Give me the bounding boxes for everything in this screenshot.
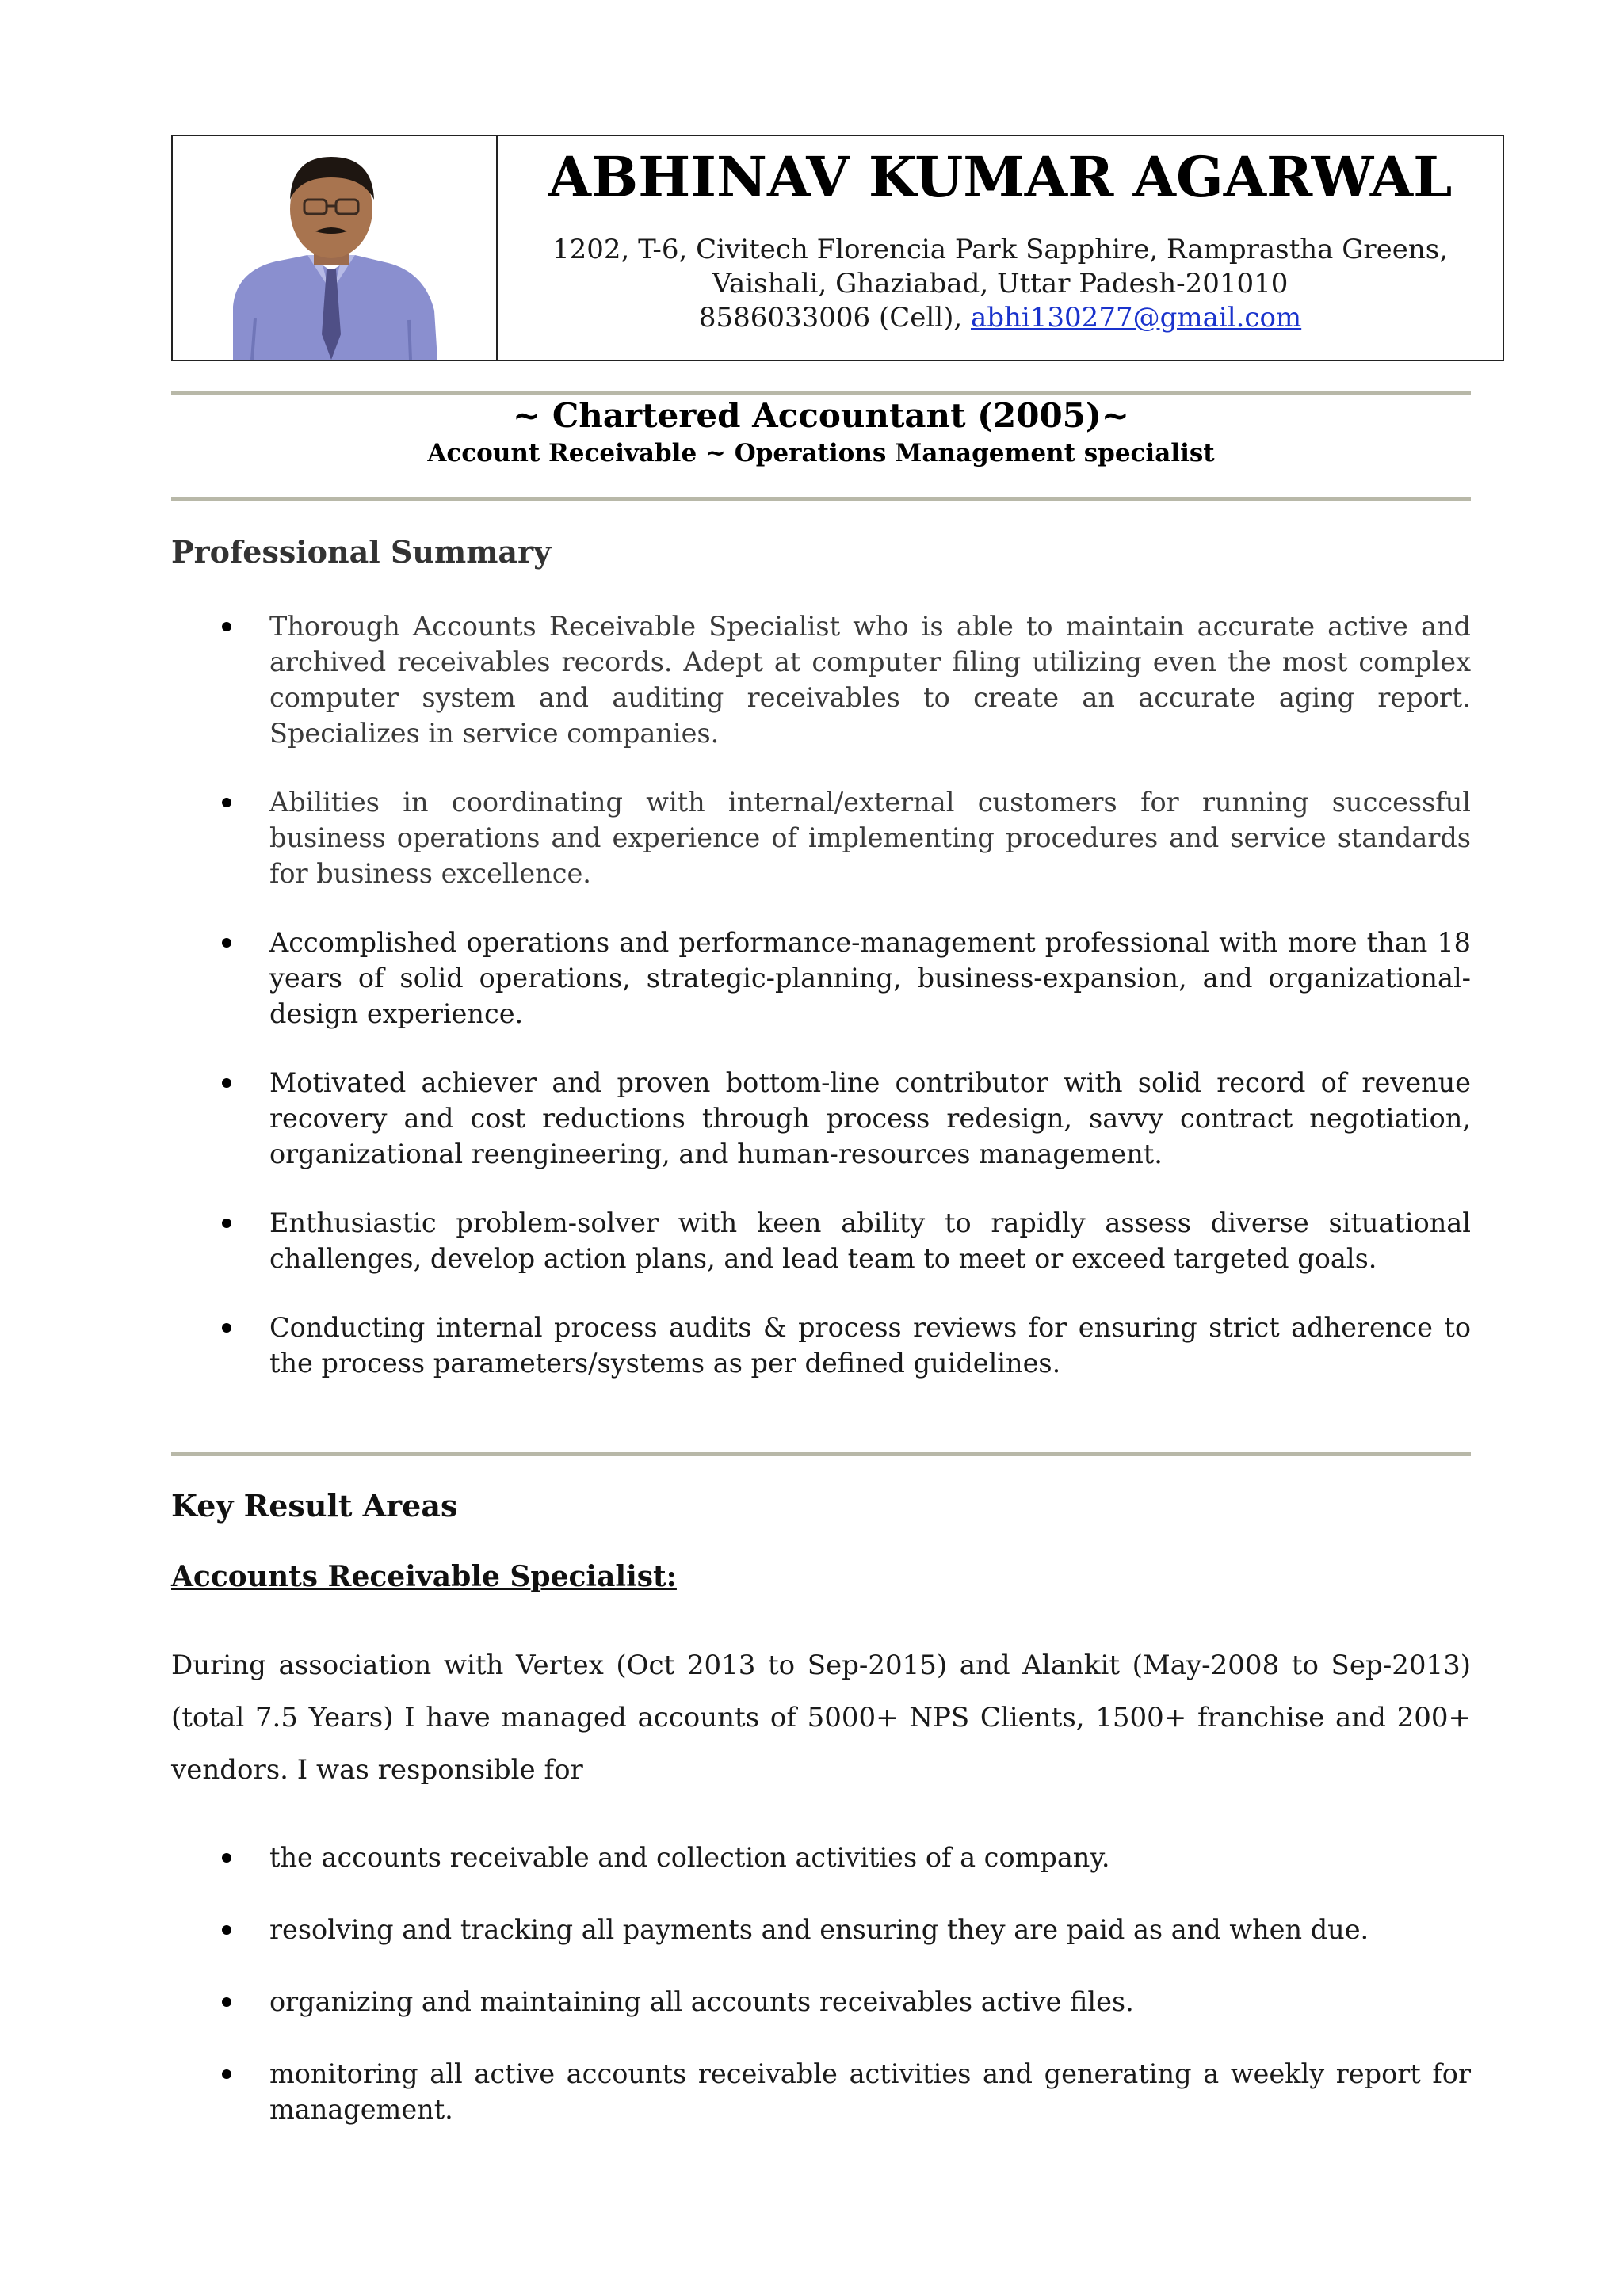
kra-intro-paragraph: During association with Vertex (Oct 2013 to Sep-2015) and Alankit (May-2008 to Sep-2013) (total 7.5 Years) I have managed accounts of 5000+ NPS Clients, 1500+ franchise and 200+ vendors. I was responsible for bbox=[171, 1650, 1471, 1786]
profile-photo-icon bbox=[173, 136, 496, 360]
list-item: the accounts receivable and collection activities of a company. bbox=[171, 1840, 1471, 1875]
contact-info bbox=[498, 136, 1503, 360]
bullet-icon bbox=[222, 1219, 231, 1228]
professional-summary-heading: Professional Summary bbox=[171, 534, 552, 570]
accounts-receivable-subheading: Accounts Receivable Specialist: bbox=[171, 1560, 677, 1593]
key-result-areas-heading: Key Result Areas bbox=[171, 1488, 458, 1524]
bullet-icon bbox=[222, 1925, 231, 1935]
list-item: Thorough Accounts Receivable Specialist who is able to maintain accurate active and archived receivables records. Adept at computer filing utilizing even the most complex computer system and auditing receivables to create an accurate aging report. Specializes in service companies. bbox=[171, 608, 1471, 751]
list-item: Accomplished operations and performance-management professional with more than 18 years of solid operations, strategic-planning, business-expansion, and organizational-design experience. bbox=[171, 925, 1471, 1032]
list-item: monitoring all active accounts receivable activities and generating a weekly report for management. bbox=[171, 2056, 1471, 2127]
bullet-icon bbox=[222, 938, 231, 948]
list-item: Enthusiastic problem-solver with keen ability to rapidly assess diverse situational challenges, develop action plans, and lead team to meet or exceed targeted goals. bbox=[171, 1205, 1471, 1276]
bullet-icon bbox=[222, 1997, 231, 2007]
phone-email-line bbox=[498, 301, 1503, 335]
main-title: ~ Chartered Accountant (2005)~ bbox=[513, 396, 1129, 435]
address-line-2: Vaishali, Ghaziabad, Uttar Padesh-201010 bbox=[712, 268, 1289, 299]
bullet-icon bbox=[222, 2069, 231, 2079]
title-block bbox=[171, 395, 1471, 469]
bullet-icon bbox=[222, 1853, 231, 1863]
sub-title: Account Receivable ~ Operations Management specialist bbox=[427, 439, 1215, 467]
bullet-icon bbox=[222, 1323, 231, 1333]
list-item: Abilities in coordinating with internal/external customers for running successful business operations and experience of implementing procedures and service standards for business excellence. bbox=[171, 784, 1471, 891]
profile-photo bbox=[173, 136, 498, 360]
list-item: organizing and maintaining all accounts receivables active files. bbox=[171, 1984, 1471, 2019]
phone-number: 8586033006 (Cell), bbox=[698, 302, 971, 334]
list-item: resolving and tracking all payments and ensuring they are paid as and when due. bbox=[171, 1912, 1471, 1947]
summary-list bbox=[171, 608, 1471, 1381]
bullet-icon bbox=[222, 622, 231, 631]
header-box bbox=[171, 135, 1504, 361]
kra-list bbox=[171, 1840, 1471, 2127]
address-block bbox=[498, 233, 1503, 335]
list-item: Conducting internal process audits & process reviews for ensuring strict adherence to the process parameters/systems as per defined guidelines. bbox=[171, 1310, 1471, 1381]
bullet-icon bbox=[222, 1078, 231, 1088]
divider-title-bottom bbox=[171, 497, 1471, 501]
address-line-1: 1202, T-6, Civitech Florencia Park Sapphire, Ramprastha Greens, bbox=[552, 234, 1449, 265]
bullet-icon bbox=[222, 798, 231, 807]
candidate-name: ABHINAV KUMAR AGARWAL bbox=[548, 144, 1453, 210]
list-item: Motivated achiever and proven bottom-line contributor with solid record of revenue recovery and cost reductions through process redesign, savvy contract negotiation, organizational reengineering, and human-resources management. bbox=[171, 1065, 1471, 1172]
divider-kra bbox=[171, 1452, 1471, 1456]
email-link[interactable]: abhi130277@gmail.com bbox=[970, 302, 1302, 334]
